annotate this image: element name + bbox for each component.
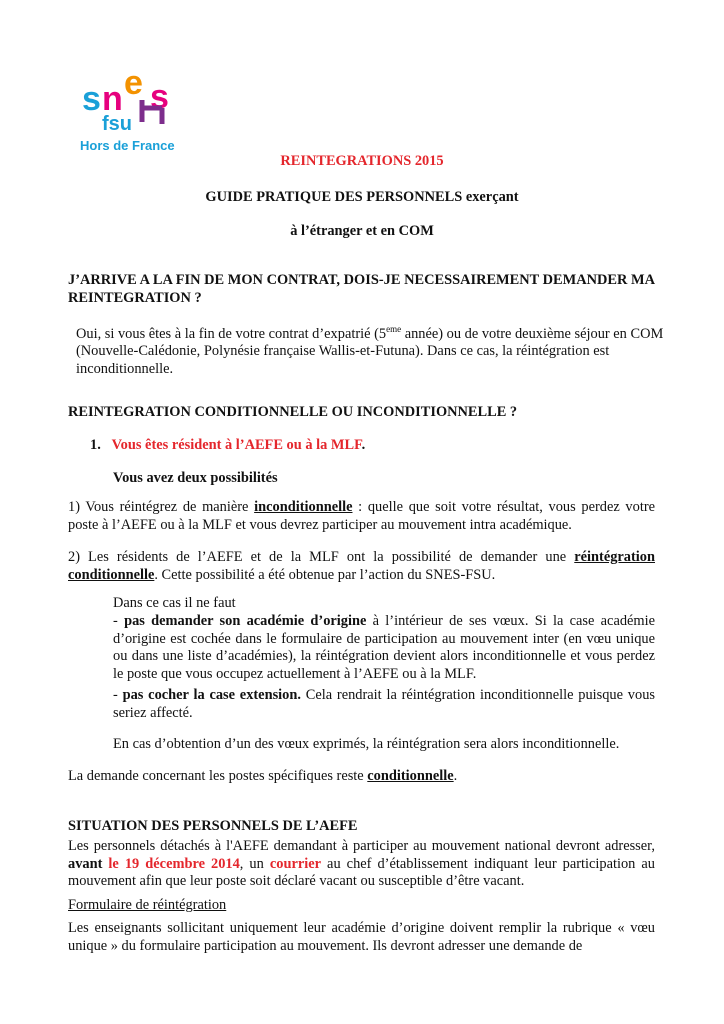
section3-paragraph: Les personnels détachés à l'AEFE demandant à participer au mouvement national devront adresser, avant le 19 décembre 2014, un courrier au chef d’établissement indiquant leur participation au mouvement afin que leur poste soit déclaré vacant ou susceptible d’être vacant.	[68, 838, 656, 889]
snes-fsu-logo	[80, 70, 190, 154]
obtention-note: En cas d’obtention d’un des vœux exprimés, la réintégration sera alors inconditionnelle.	[113, 736, 620, 752]
section3-paragraph-2: Les enseignants sollicitant uniquement leur académie d’origine doivent remplir la rubrique « vœu unique » du formulaire participation au mouvement. Ils devront adresser une demande de	[68, 920, 655, 954]
possibilities-label: Vous avez deux possibilités	[113, 470, 278, 486]
logo-fsu: fsu	[102, 113, 132, 135]
logo-s1: s	[82, 80, 101, 118]
form-link[interactable]: Formulaire de réintégration	[68, 897, 227, 913]
section3-heading: SITUATION DES PERSONNELS DE L’AEFE	[68, 818, 358, 834]
specific-posts-note: La demande concernant les postes spécifiques reste conditionnelle.	[68, 768, 458, 784]
case-intro: Dans ce cas il ne faut	[113, 595, 236, 611]
list-item-1: 1. Vous êtes résident à l’AEFE ou à la MLF.	[90, 437, 366, 453]
condition-bullet-2: - pas cocher la case extension. Cela rendrait la réintégration inconditionnelle puisque vous seriez affecté.	[113, 687, 655, 721]
section2-heading: REINTEGRATION CONDITIONNELLE OU INCONDITIONNELLE ?	[68, 404, 518, 420]
doc-subtitle-2: à l’étranger et en COM	[290, 223, 434, 239]
doc-subtitle-1: GUIDE PRATIQUE DES PERSONNELS exerçant	[205, 189, 519, 205]
option-1-paragraph: 1) Vous réintégrez de manière inconditionnelle : quelle que soit votre résultat, vous perdez votre poste à l’AEFE ou à la MLF et vous devrez participer au mouvement intra académique.	[68, 499, 655, 533]
logo-s2: s	[150, 78, 169, 116]
logo-n: n	[102, 80, 123, 118]
doc-title: REINTEGRATIONS 2015	[280, 153, 444, 169]
logo-region: Hors de France	[80, 138, 175, 153]
logo-e: e	[124, 70, 143, 102]
section1-paragraph: Oui, si vous êtes à la fin de votre contrat d’expatrié (5eme année) ou de votre deuxième séjour en COM (Nouvelle-Calédonie, Polynésie française Wallis-et-Futuna). Dans ce cas, la réintégration est inconditionnelle.	[76, 324, 664, 377]
section1-heading: J’ARRIVE A LA FIN DE MON CONTRAT, DOIS-JE NECESSAIREMENT DEMANDER MA REINTEGRATION ?	[68, 272, 655, 306]
option-2-paragraph: 2) Les résidents de l’AEFE et de la MLF ont la possibilité de demander une réintégration conditionnelle. Cette possibilité a été obtenue par l’action du SNES-FSU.	[68, 549, 655, 583]
condition-bullet-1: - pas demander son académie d’origine à l’intérieur de ses vœux. Si la case académie d’origine est cochée dans le formulaire de participation au mouvement inter (en vœu unique ou dans une liste d’académies), la réintégration devient alors inconditionnelle et vous perdez le poste que vous occupez actuellement à l’AEFE ou à la MLF.	[113, 613, 655, 682]
